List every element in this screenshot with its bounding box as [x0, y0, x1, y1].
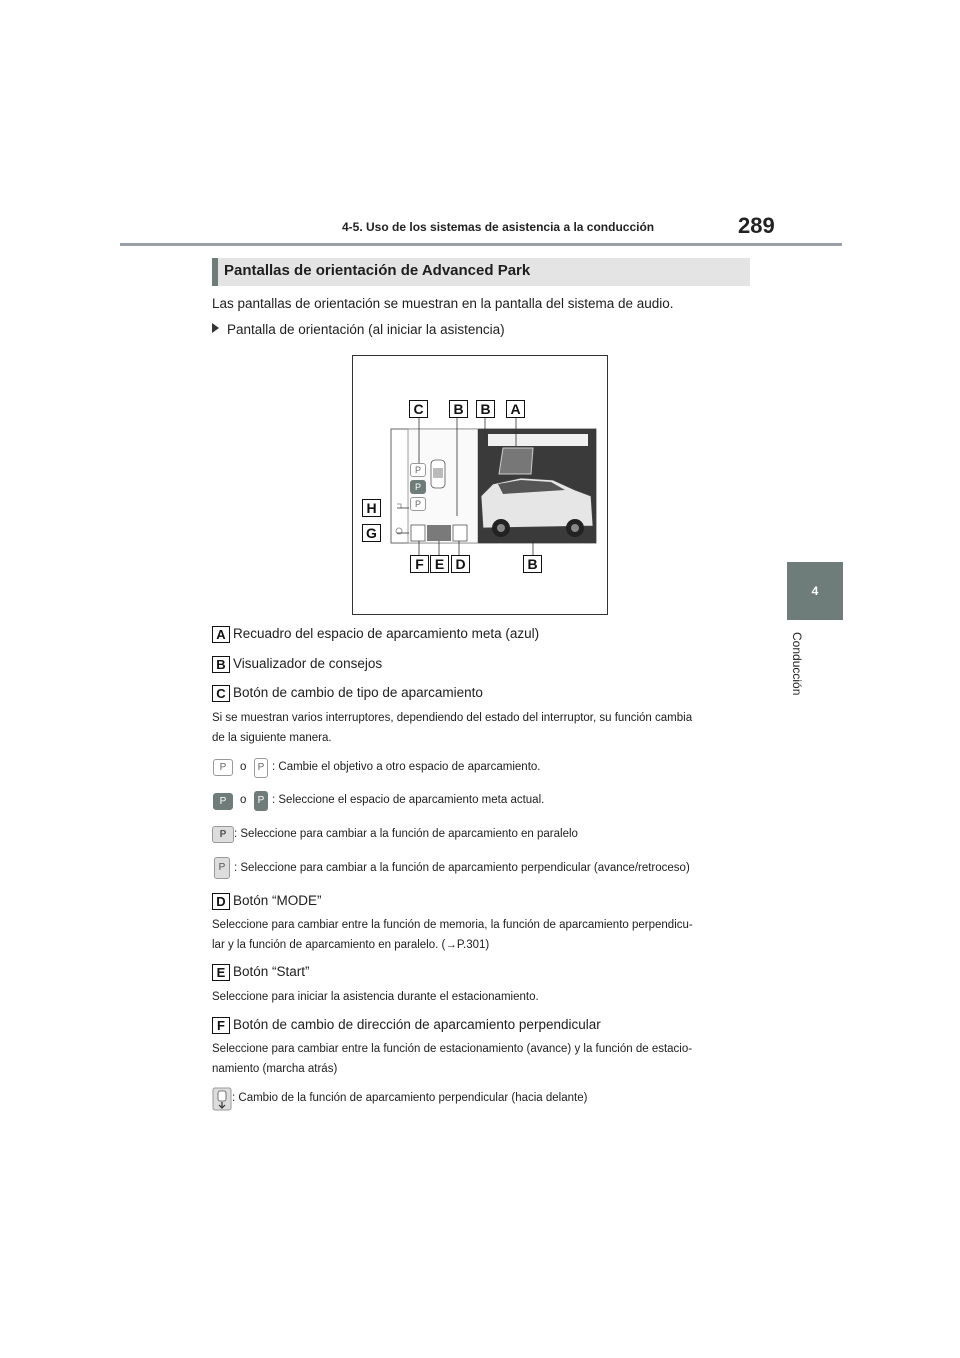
legend-c-item-2: : Seleccione el espacio de aparcamiento meta actual. — [272, 794, 545, 806]
bullet-item — [212, 322, 505, 337]
legend-c-item-4: : Seleccione para cambiar a la función de aparcamiento perpendicular (avance/retroceso) — [234, 862, 690, 874]
intro-paragraph: Las pantallas de orientación se muestran en la pantalla del sistema de audio. — [212, 296, 674, 311]
callout-d: D — [451, 555, 470, 573]
callout-e: E — [430, 555, 449, 573]
callout-b-top-1: B — [449, 400, 468, 418]
legend-letter-c: C — [212, 685, 230, 702]
legend-c-or-2: o — [240, 794, 247, 806]
section-title-bar — [212, 258, 750, 286]
callout-b-top-2: B — [476, 400, 495, 418]
perpendicular-parking-icon: P — [214, 857, 230, 879]
forward-parking-icon — [212, 1087, 232, 1111]
legend-f-title: Botón de cambio de dirección de aparcamiento perpendicular — [233, 1017, 601, 1032]
p-outline-icon: P — [213, 759, 233, 776]
legend-e-title: Botón “Start” — [233, 964, 310, 979]
legend-c-or-1: o — [240, 761, 247, 773]
parallel-parking-icon: P — [212, 826, 234, 843]
callout-h: H — [362, 499, 381, 517]
legend-c-desc-1: Si se muestran varios interruptores, dependiendo del estado del interruptor, su función cambia — [212, 712, 693, 724]
header-rule — [120, 243, 842, 246]
chapter-tab-label-wrap — [786, 632, 808, 722]
callout-f: F — [410, 555, 429, 573]
bullet-text: Pantalla de orientación (al iniciar la asistencia) — [227, 322, 505, 337]
legend-letter-a: A — [212, 626, 230, 643]
callout-g: G — [362, 524, 381, 542]
legend-c-item-3: : Seleccione para cambiar a la función de aparcamiento en paralelo — [234, 828, 578, 840]
legend-d-title: Botón “MODE” — [233, 893, 322, 908]
guidance-screen-figure — [352, 355, 608, 615]
legend-c-title: Botón de cambio de tipo de aparcamiento — [233, 685, 483, 700]
p-button-2: P — [410, 480, 426, 494]
callout-a: A — [506, 400, 525, 418]
legend-d-desc-1: Seleccione para cambiar entre la función de memoria, la función de aparcamiento perpendicu- — [212, 919, 693, 931]
chapter-tab-label: Conducción — [790, 632, 804, 696]
chapter-heading: 4-5. Uso de los sistemas de asistencia a la conducción — [342, 220, 655, 234]
callout-b-bottom: B — [523, 555, 542, 573]
legend-f-item-1: : Cambio de la función de aparcamiento perpendicular (hacia delante) — [232, 1092, 588, 1104]
legend-letter-f: F — [212, 1017, 230, 1034]
legend-a-title: Recuadro del espacio de aparcamiento meta (azul) — [233, 626, 540, 641]
p-button-3: P — [410, 497, 426, 511]
legend-f-desc-2: namiento (marcha atrás) — [212, 1063, 338, 1075]
p-button-1: P — [410, 463, 426, 477]
legend-d-desc-2: lar y la función de aparcamiento en paralelo. (→P.301) — [212, 939, 490, 951]
legend-f-desc-1: Seleccione para cambiar entre la función de estacionamiento (avance) y la función de estacio- — [212, 1043, 693, 1055]
figure-drawing — [353, 356, 607, 614]
forward-parking-svg — [212, 1087, 232, 1111]
legend-letter-b: B — [212, 656, 230, 673]
legend-c-desc-2: de la siguiente manera. — [212, 732, 332, 744]
chapter-tab-number: 4 — [811, 584, 819, 598]
legend-letter-d: D — [212, 893, 230, 910]
callout-c: C — [409, 400, 428, 418]
section-title: Pantallas de orientación de Advanced Park — [224, 262, 531, 279]
section-title-accent — [212, 258, 218, 286]
legend-c-item-1: : Cambie el objetivo a otro espacio de aparcamiento. — [272, 761, 541, 773]
triangle-bullet-icon — [212, 323, 219, 333]
legend-letter-e: E — [212, 964, 230, 981]
p-outline-vertical-icon: P — [254, 758, 268, 778]
legend-b-title: Visualizador de consejos — [233, 656, 383, 671]
legend-e-desc-1: Seleccione para iniciar la asistencia durante el estacionamiento. — [212, 991, 539, 1003]
p-filled-vertical-icon: P — [254, 791, 268, 811]
page-number: 289 — [738, 213, 775, 238]
p-filled-icon: P — [213, 793, 233, 810]
